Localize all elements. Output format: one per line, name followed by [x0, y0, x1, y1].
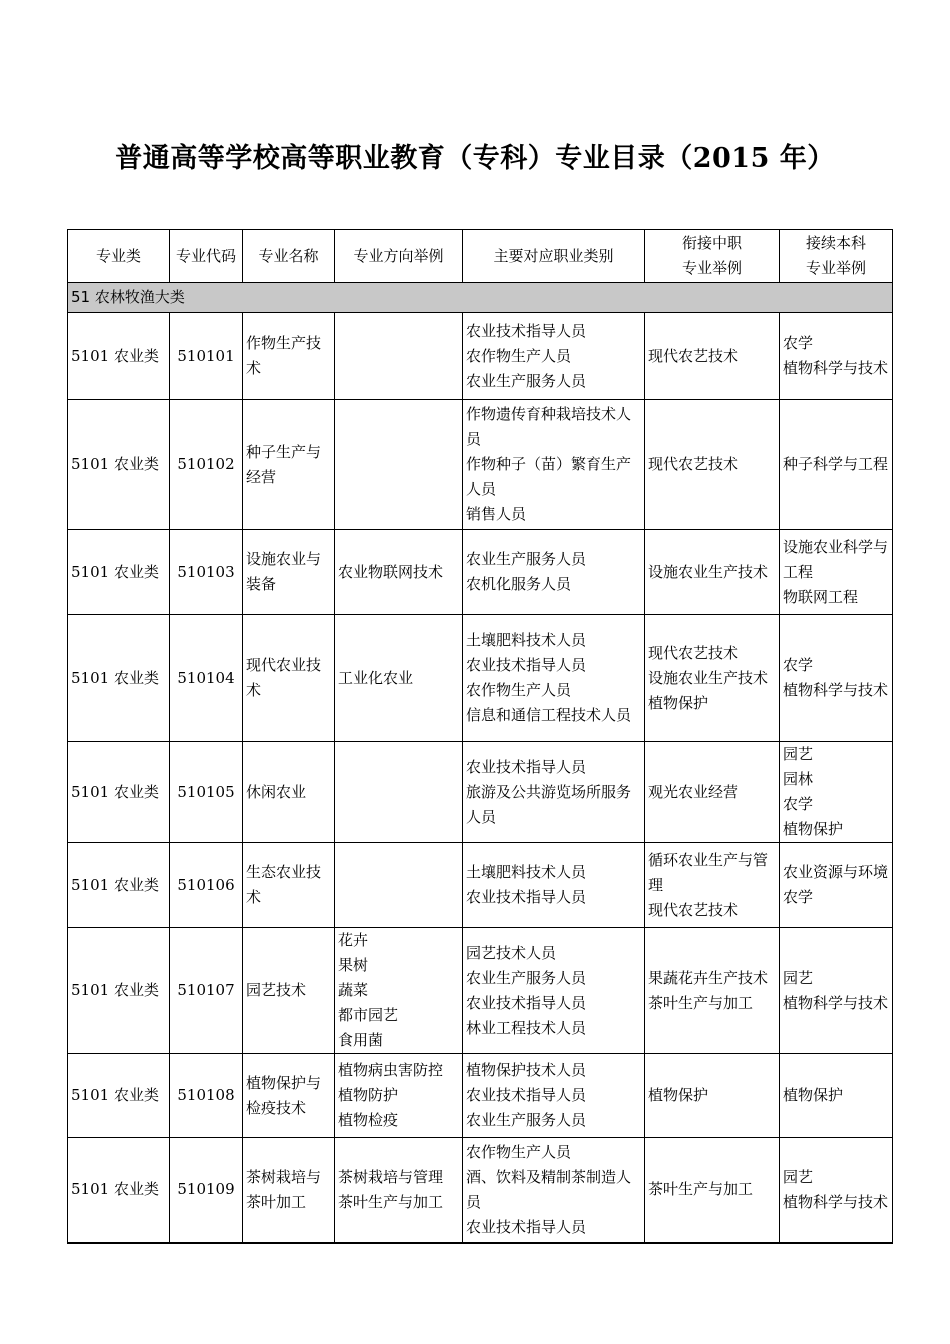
- cell-code: [170, 530, 243, 615]
- cell-line: 设施农业科学与工程: [783, 537, 889, 581]
- cell-line: 蔬菜: [338, 981, 369, 999]
- cell-direction: [335, 400, 463, 530]
- header-occupation: 主要对应职业类别: [463, 230, 645, 283]
- header-undergrad: [780, 230, 893, 283]
- cell-line: 植物病虫害防控: [338, 1061, 444, 1079]
- cell-category: [68, 530, 170, 615]
- cell-text: 现代农业技术: [246, 656, 322, 699]
- table-row: [68, 742, 893, 843]
- cell-line: 农业技术指导人员: [466, 757, 587, 776]
- cell-line: 农机化服务人员: [466, 575, 572, 593]
- section-row: [68, 283, 893, 313]
- table-row: [68, 1054, 893, 1138]
- header-name: 专业名称: [243, 230, 335, 283]
- cell-line: 农业生产服务人员: [466, 968, 587, 987]
- cell-line: 园林: [783, 770, 814, 788]
- cell-line: 土壤肥料技术人员: [466, 631, 587, 649]
- cell-line: 植物保护: [783, 820, 844, 838]
- cell-category: [68, 400, 170, 530]
- cell-secondary: [645, 1054, 780, 1138]
- cell-line: 种子科学与工程: [783, 455, 889, 473]
- cell-line: 现代农艺技术: [648, 900, 739, 919]
- cell-occupation: [463, 928, 645, 1054]
- cell-line: 农业技术指导人员: [466, 1217, 587, 1236]
- cell-occupation: [463, 313, 645, 400]
- cell-occupation: [463, 615, 645, 742]
- cell-secondary: [645, 1138, 780, 1243]
- cell-line: 茶叶生产与加工: [648, 1180, 754, 1199]
- cell-line: 农业生产服务人员: [466, 550, 587, 568]
- cell-line: 农作物生产人员: [466, 681, 572, 699]
- cell-category: [68, 1054, 170, 1138]
- cell-line: 植物保护: [648, 693, 709, 712]
- cell-code: [170, 313, 243, 400]
- cell-name: [243, 928, 335, 1054]
- cell-name: [243, 1054, 335, 1138]
- cell-text: 5101 农业类: [71, 455, 159, 473]
- cell-line: 农业技术指导人员: [466, 656, 587, 674]
- cell-line: 作物遗传育种栽培技术人员: [466, 405, 632, 448]
- cell-undergrad: [780, 530, 893, 615]
- cell-text: 休闲农业: [246, 782, 307, 801]
- cell-line: 设施农业生产技术: [648, 668, 769, 687]
- cell-code: [170, 615, 243, 742]
- table-row: [68, 400, 893, 530]
- cell-line: 植物检疫: [338, 1111, 399, 1129]
- table-row: [68, 530, 893, 615]
- cell-direction: [335, 1054, 463, 1138]
- cell-text: 5101 农业类: [71, 782, 159, 801]
- header-code: 专业代码: [170, 230, 243, 283]
- cell-text: 510107: [177, 981, 235, 999]
- cell-text: 510102: [177, 455, 235, 473]
- cell-undergrad: [780, 615, 893, 742]
- cell-line: 植物防护: [338, 1086, 399, 1104]
- cell-line: 园艺技术人员: [466, 943, 557, 962]
- cell-line: 现代农艺技术: [648, 346, 739, 365]
- cell-text: 5101 农业类: [71, 1180, 159, 1199]
- cell-category: [68, 313, 170, 400]
- cell-line: 茶树栽培与管理: [338, 1167, 444, 1186]
- cell-occupation: [463, 742, 645, 843]
- cell-occupation: [463, 843, 645, 928]
- cell-text: 设施农业与装备: [246, 550, 322, 593]
- cell-line: 农作物生产人员: [466, 1142, 572, 1161]
- cell-name: [243, 615, 335, 742]
- cell-occupation: [463, 1054, 645, 1138]
- cell-name: [243, 843, 335, 928]
- cell-line: 植物保护: [783, 1086, 844, 1104]
- cell-line: 植物科学与技术: [783, 993, 889, 1012]
- cell-text: 茶树栽培与茶叶加工: [246, 1167, 322, 1211]
- cell-text: 510109: [177, 1180, 235, 1199]
- cell-name: [243, 742, 335, 843]
- section-label: 51 农林牧渔大类: [68, 283, 893, 313]
- cell-line: 信息和通信工程技术人员: [466, 706, 632, 724]
- cell-secondary: [645, 742, 780, 843]
- cell-undergrad: [780, 1138, 893, 1243]
- cell-secondary: [645, 928, 780, 1054]
- cell-line: 工业化农业: [338, 668, 414, 687]
- cell-direction: [335, 530, 463, 615]
- header-category: 专业类: [68, 230, 170, 283]
- cell-line: 循环农业生产与管理: [648, 850, 769, 894]
- cell-text: 种子生产与经营: [246, 442, 322, 486]
- cell-undergrad: [780, 400, 893, 530]
- cell-line: 酒、饮料及精制茶制造人员: [466, 1167, 632, 1211]
- cell-occupation: [463, 400, 645, 530]
- cell-text: 510101: [177, 346, 235, 365]
- header-undergrad-line: 专业举例: [805, 259, 866, 277]
- cell-line: 农业物联网技术: [338, 562, 444, 581]
- cell-line: 土壤肥料技术人员: [466, 863, 587, 881]
- cell-line: 农业生产服务人员: [466, 1111, 587, 1129]
- cell-text: 5101 农业类: [71, 562, 159, 581]
- cell-line: 农业技术指导人员: [466, 321, 587, 340]
- cell-line: 园艺: [783, 1167, 814, 1186]
- cell-secondary: [645, 615, 780, 742]
- cell-category: [68, 928, 170, 1054]
- cell-line: 农业技术指导人员: [466, 1086, 587, 1104]
- cell-line: 农学: [783, 656, 814, 674]
- cell-name: [243, 313, 335, 400]
- cell-text: 510105: [177, 782, 235, 801]
- cell-category: [68, 1138, 170, 1243]
- cell-direction: [335, 313, 463, 400]
- cell-line: 食用菌: [338, 1031, 384, 1049]
- cell-line: 茶叶生产与加工: [338, 1192, 444, 1211]
- cell-line: 观光农业经营: [648, 782, 739, 801]
- cell-undergrad: [780, 1054, 893, 1138]
- table-row: [68, 928, 893, 1054]
- cell-category: [68, 843, 170, 928]
- cell-secondary: [645, 400, 780, 530]
- cell-direction: [335, 615, 463, 742]
- cell-text: 5101 农业类: [71, 981, 159, 999]
- cell-line: 旅游及公共游览场所服务人员: [466, 782, 632, 826]
- cell-line: 农学: [783, 334, 814, 352]
- cell-text: 510106: [177, 875, 235, 894]
- header-secondary-line: 衔接中职: [681, 234, 742, 252]
- cell-text: 5101 农业类: [71, 1086, 159, 1104]
- cell-line: 植物科学与技术: [783, 359, 889, 377]
- header-row: [68, 230, 893, 283]
- cell-line: 植物保护: [648, 1086, 709, 1104]
- cell-line: 植物科学与技术: [783, 681, 889, 699]
- cell-line: 农业技术指导人员: [466, 888, 587, 906]
- table-row: [68, 843, 893, 928]
- cell-undergrad: [780, 843, 893, 928]
- header-secondary-line: 专业举例: [681, 259, 742, 277]
- cell-line: 物联网工程: [783, 587, 859, 606]
- cell-occupation: [463, 1138, 645, 1243]
- cell-name: [243, 530, 335, 615]
- cell-category: [68, 742, 170, 843]
- cell-line: 作物种子（苗）繁育生产人员: [466, 455, 632, 498]
- cell-text: 510104: [177, 668, 235, 687]
- cell-text: 园艺技术: [246, 981, 307, 999]
- cell-line: 花卉: [338, 931, 369, 949]
- header-direction: 专业方向举例: [335, 230, 463, 283]
- cell-text: 生态农业技术: [246, 863, 322, 906]
- cell-line: 农学: [783, 888, 814, 906]
- cell-line: 园艺: [783, 968, 814, 987]
- cell-line: 果蔬花卉生产技术: [648, 968, 769, 987]
- cell-code: [170, 742, 243, 843]
- cell-text: 5101 农业类: [71, 346, 159, 365]
- cell-code: [170, 843, 243, 928]
- cell-line: 茶叶生产与加工: [648, 993, 754, 1012]
- cell-line: 园艺: [783, 745, 814, 763]
- cell-line: 销售人员: [466, 505, 527, 523]
- cell-code: [170, 400, 243, 530]
- cell-occupation: [463, 530, 645, 615]
- cell-text: 5101 农业类: [71, 668, 159, 687]
- cell-text: 510103: [177, 562, 235, 581]
- cell-code: [170, 928, 243, 1054]
- cell-direction: [335, 843, 463, 928]
- cell-line: 林业工程技术人员: [466, 1018, 587, 1037]
- table-row: [68, 615, 893, 742]
- cell-direction: [335, 928, 463, 1054]
- cell-undergrad: [780, 313, 893, 400]
- table-row: [68, 1138, 893, 1243]
- cell-text: 作物生产技术: [246, 334, 322, 377]
- cell-code: [170, 1054, 243, 1138]
- cell-direction: [335, 1138, 463, 1243]
- cell-undergrad: [780, 742, 893, 843]
- cell-text: 植物保护与检疫技术: [246, 1073, 322, 1117]
- cell-line: 都市园艺: [338, 1006, 399, 1024]
- major-catalog-table: [67, 229, 893, 1244]
- cell-category: [68, 615, 170, 742]
- cell-text: 510108: [177, 1086, 235, 1104]
- cell-secondary: [645, 313, 780, 400]
- cell-line: 农业技术指导人员: [466, 993, 587, 1012]
- cell-line: 现代农艺技术: [648, 455, 739, 473]
- table-row: [68, 313, 893, 400]
- cell-secondary: [645, 530, 780, 615]
- cell-line: 植物保护技术人员: [466, 1061, 587, 1079]
- cell-line: 农作物生产人员: [466, 346, 572, 365]
- cell-line: 设施农业生产技术: [648, 562, 769, 581]
- cell-line: 农学: [783, 795, 814, 813]
- cell-name: [243, 1138, 335, 1243]
- cell-direction: [335, 742, 463, 843]
- cell-name: [243, 400, 335, 530]
- page-title: 普通高等学校高等职业教育（专科）专业目录（2015 年）: [115, 143, 835, 174]
- cell-secondary: [645, 843, 780, 928]
- cell-undergrad: [780, 928, 893, 1054]
- cell-text: 5101 农业类: [71, 875, 159, 894]
- cell-line: 现代农艺技术: [648, 643, 739, 662]
- header-secondary: [645, 230, 780, 283]
- cell-code: [170, 1138, 243, 1243]
- cell-line: 果树: [338, 956, 369, 974]
- cell-line: 农业资源与环境: [783, 863, 889, 881]
- cell-line: 农业生产服务人员: [466, 371, 587, 390]
- header-undergrad-line: 接续本科: [805, 234, 866, 252]
- cell-line: 植物科学与技术: [783, 1192, 889, 1211]
